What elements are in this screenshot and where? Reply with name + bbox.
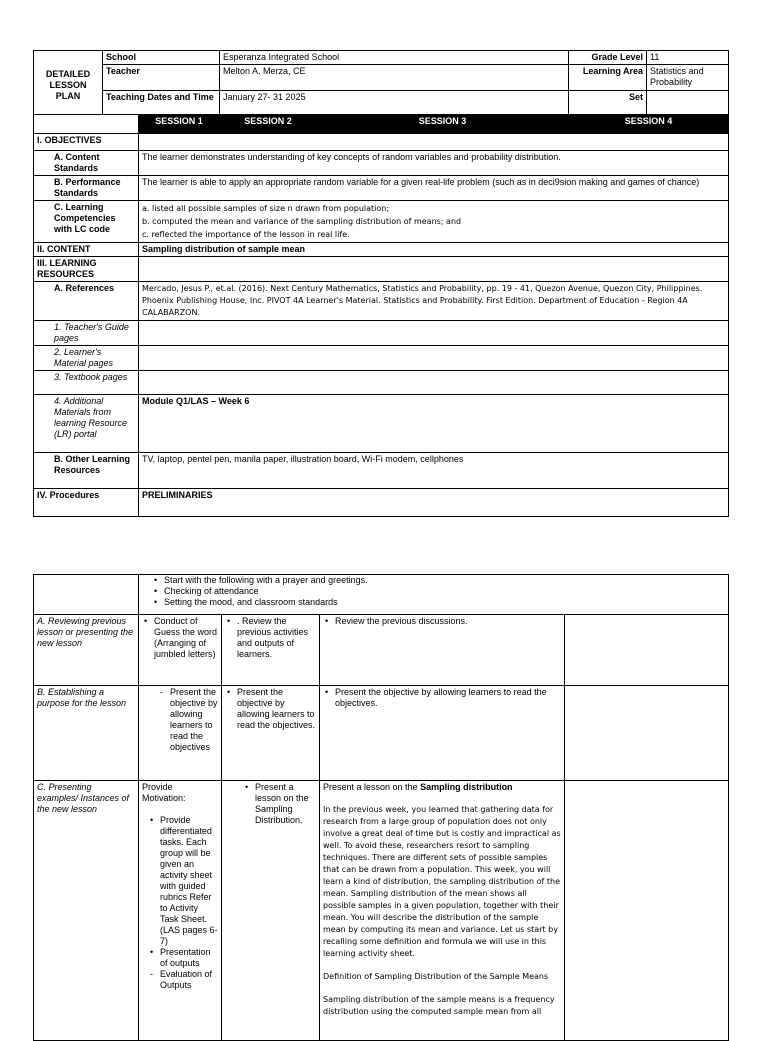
row-c-session-3 xyxy=(320,781,565,1041)
list-item: - Evaluation of Outputs xyxy=(148,969,218,991)
learners-material-label: 2. Learner's Material pages xyxy=(34,346,139,371)
row-b-session-2 xyxy=(222,686,320,781)
list-item: • Presentation of outputs xyxy=(148,947,218,969)
list-item: • Setting the mood, and classroom standards xyxy=(152,597,725,608)
list-item: • . Review the previous activities and outputs of learners. xyxy=(225,616,316,660)
other-resources-value: TV, laptop, pentel pen, manila paper, illustration board, Wi-Fi modem, cellphones xyxy=(139,453,729,489)
set-value xyxy=(647,91,729,115)
list-item: • Start with the following with a prayer and greetings. xyxy=(152,575,725,586)
session-1-header: SESSION 1 xyxy=(139,115,220,134)
area-label: Learning Area xyxy=(569,65,647,91)
grade-value: 11 xyxy=(647,51,729,65)
list-item: • Present the objective by allowing learners to read the objectives. xyxy=(225,687,316,731)
other-resources-label: B. Other Learning Resources xyxy=(34,453,139,489)
teacher-label: Teacher xyxy=(103,65,220,91)
references-label: A. References xyxy=(34,282,139,321)
list-item: • Present the objective by allowing learners to read the objectives. xyxy=(323,687,561,709)
plan-title: DETAILED LESSON PLAN xyxy=(34,51,103,115)
competency-item: a. listed all possible samples of size n drawn from population; xyxy=(142,204,390,213)
session-3-header: SESSION 3 xyxy=(317,115,569,134)
procedures-heading: IV. Procedures xyxy=(34,489,139,517)
dates-value: January 27- 31 2025 xyxy=(220,91,569,115)
definition-heading: Definition of Sampling Distribution of the Sample Means xyxy=(323,972,549,981)
content-standards-label: A. Content Standards xyxy=(34,151,139,176)
procedures-table xyxy=(33,574,729,1041)
competency-item: c. reflected the importance of the lesson in real life. xyxy=(142,230,350,239)
dates-label: Teaching Dates and Time xyxy=(103,91,220,115)
competency-item: b. computed the mean and variance of the sampling distribution of means; and xyxy=(142,217,462,226)
row-c-label: C. Presenting examples/ Instances of the new lesson xyxy=(34,781,139,1041)
list-item: • Review the previous discussions. xyxy=(323,616,561,627)
set-label: Set xyxy=(569,91,647,115)
objectives-heading: I. OBJECTIVES xyxy=(34,134,139,151)
row-b-session-1 xyxy=(139,686,222,781)
references-text: Mercado, Jesus P., et.al. (2016). Next Century Mathematics, Statistics and Probability, pp. 19 - 41, Quezon Avenue, Quezon City, Philippines. Phoenix Publishing House, Inc. PIVOT 4A Learner's Material. Statistics and Probability. First Edition. Department of Education - Region 4A CALABARZON. xyxy=(139,282,729,321)
content-heading: II. CONTENT xyxy=(34,243,139,257)
grade-label: Grade Level xyxy=(569,51,647,65)
preliminaries-list xyxy=(139,575,729,615)
resources-heading: III. LEARNING RESOURCES xyxy=(34,257,139,282)
session-2-header: SESSION 2 xyxy=(220,115,317,134)
row-c-session-1 xyxy=(139,781,222,1041)
row-a-label: A. Reviewing previous lesson or presenting the new lesson xyxy=(34,615,139,686)
list-item: • Conduct of Guess the word (Arranging of jumbled letters) xyxy=(142,616,218,660)
additional-materials-value: Module Q1/LAS – Week 6 xyxy=(139,395,729,453)
content-standards-text: The learner demonstrates understanding of key concepts of random variables and probability distribution. xyxy=(139,151,729,176)
lesson-plan-table xyxy=(33,50,729,517)
school-label: School xyxy=(103,51,220,65)
competencies-list xyxy=(139,201,729,243)
session-4-header: SESSION 4 xyxy=(569,115,729,134)
performance-standards-text: The learner is able to apply an appropriate random variable for a given real-life problem (such as in deci9sion making and games of chance) xyxy=(139,176,729,201)
row-a-session-2 xyxy=(222,615,320,686)
list-item: • Provide differentiated tasks. Each group will be given an activity sheet with guided rubrics Refer to Activity Task Sheet. (LAS pages 6-7) xyxy=(148,815,218,947)
school-value: Esperanza Integrated School xyxy=(220,51,569,65)
additional-materials-label: 4. Additional Materials from learning Resource (LR) portal xyxy=(34,395,139,453)
textbook-label: 3. Textbook pages xyxy=(34,371,139,395)
preliminaries-label: PRELIMINARIES xyxy=(139,489,729,517)
teachers-guide-label: 1. Teacher's Guide pages xyxy=(34,321,139,346)
list-item: - Present the objective by allowing learners to read the objectives xyxy=(158,687,218,753)
row-c-session-2 xyxy=(222,781,320,1041)
content-text: Sampling distribution of sample mean xyxy=(139,243,729,257)
row-a-session-3 xyxy=(320,615,565,686)
performance-standards-label: B. Performance Standards xyxy=(34,176,139,201)
lesson-title: Present a lesson on the Sampling distribution xyxy=(323,782,513,792)
row-a-session-1 xyxy=(139,615,222,686)
competencies-label: C. Learning Competencies with LC code xyxy=(34,201,139,243)
teacher-value: Melton A. Merza, CE xyxy=(220,65,569,91)
definition-paragraph: Sampling distribution of the sample means is a frequency distribution using the computed sample mean from all xyxy=(323,995,555,1016)
motivation-label: Provide Motivation: xyxy=(142,782,186,803)
row-b-label: B. Establishing a purpose for the lesson xyxy=(34,686,139,781)
list-item: • Present a lesson on the Sampling Distribution. xyxy=(243,782,316,826)
area-value: Statistics and Probability xyxy=(647,65,729,91)
row-b-session-3 xyxy=(320,686,565,781)
lesson-paragraph: In the previous week, you learned that gathering data for research from a large group of population does not only involve a great deal of time but is costly and impractical as well. To avoid these, researchers resort to sampling techniques. There are different sets of possible samples that can be drawn from a population. This week, you will learn a kind of distribution, the sampling distribution of the mean. Sampling distribution of the mean shows all possible samples in a given population, together with their mean. You will describe the distribution of the sample mean by computing its mean and variance. Let us start by recalling some definition and formula we will use in this learning activity sheet. xyxy=(323,805,561,958)
list-item: • Checking of attendance xyxy=(152,586,725,597)
